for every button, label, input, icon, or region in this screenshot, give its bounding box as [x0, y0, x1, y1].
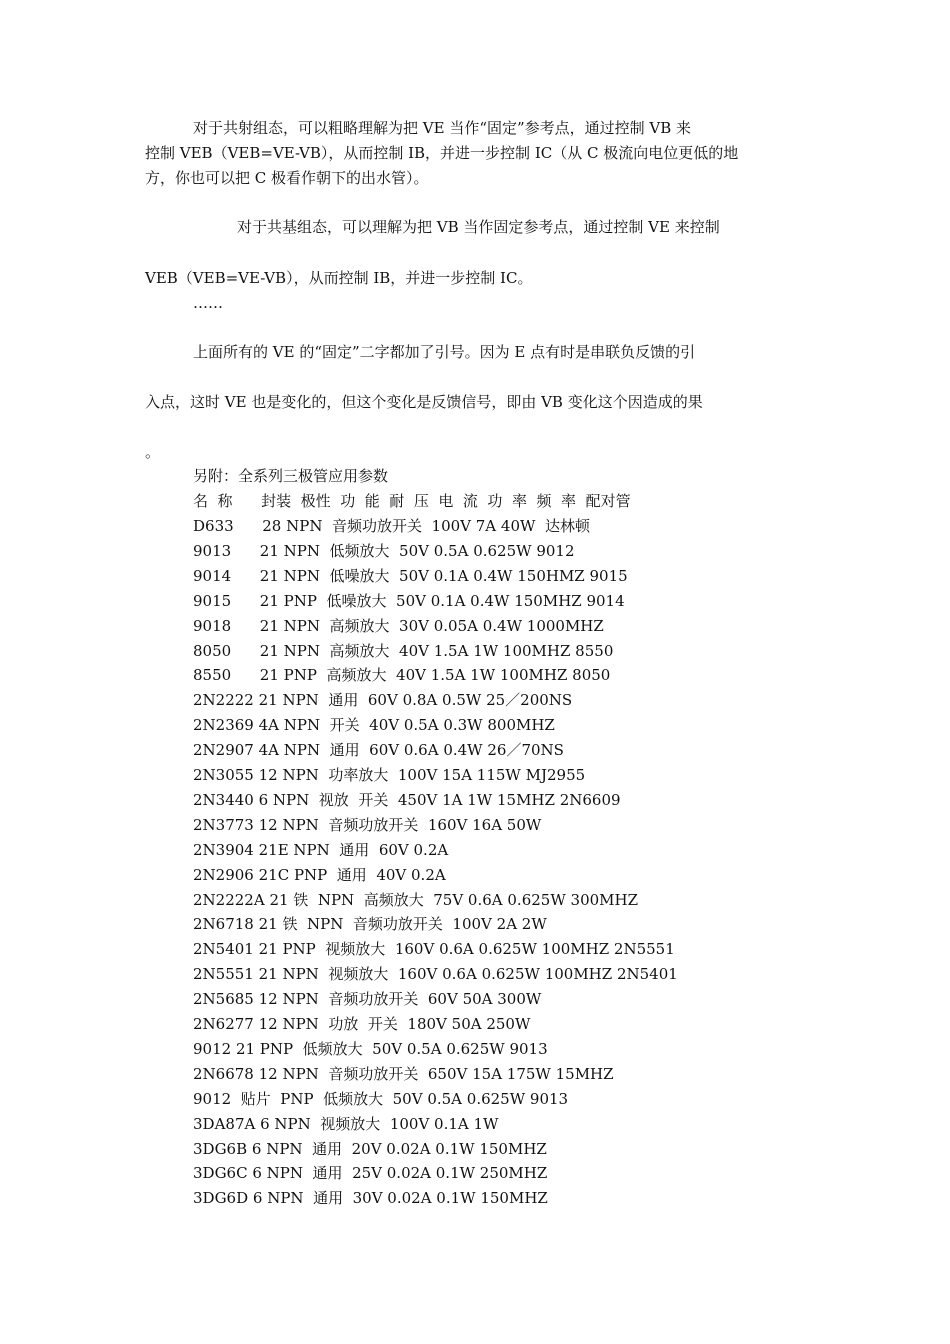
table-row: 9012 21 PNP 低频放大 50V 0.5A 0.625W 9013 [193, 1040, 548, 1058]
table-row: 2N3440 6 NPN 视放 开关 450V 1A 1W 15MHZ 2N6609 [193, 791, 621, 809]
table-row: 2N5685 12 NPN 音频功放开关 60V 50A 300W [193, 990, 542, 1008]
table-row: 3DG6D 6 NPN 通用 30V 0.02A 0.1W 150MHZ [193, 1189, 548, 1207]
table-row: 2N2906 21C PNP 通用 40V 0.2A [193, 866, 446, 884]
table-row: 2N2369 4A NPN 开关 40V 0.5A 0.3W 800MHZ [193, 716, 555, 734]
paragraph-1-line-1: 对于共射组态，可以粗略理解为把 VE 当作“固定”参考点，通过控制 VB 来 [193, 119, 692, 137]
table-row: 3DA87A 6 NPN 视频放大 100V 0.1A 1W [193, 1115, 499, 1133]
table-row: 2N6277 12 NPN 功放 开关 180V 50A 250W [193, 1015, 531, 1033]
table-row: 2N2222 21 NPN 通用 60V 0.8A 0.5W 25／200NS [193, 691, 573, 709]
appendix-title: 另附：全系列三极管应用参数 [193, 467, 389, 485]
table-row: 2N2222A 21 铁 NPN 高频放大 75V 0.6A 0.625W 300MHZ [193, 891, 639, 909]
table-row: 2N3055 12 NPN 功率放大 100V 15A 115W MJ2955 [193, 766, 586, 784]
table-row: 9014 21 NPN 低噪放大 50V 0.1A 0.4W 150HMZ 9015 [193, 567, 628, 585]
table-row: 2N3904 21E NPN 通用 60V 0.2A [193, 841, 449, 859]
table-row: D633 28 NPN 音频功放开关 100V 7A 40W 达林顿 [193, 517, 590, 535]
paragraph-2-line-2: VEB（VEB=VE-VB），从而控制 IB，并进一步控制 IC。 [145, 269, 533, 287]
table-row: 8050 21 NPN 高频放大 40V 1.5A 1W 100MHZ 8550 [193, 642, 614, 660]
paragraph-3-line-2: 入点，这时 VE 也是变化的，但这个变化是反馈信号，即由 VB 变化这个因造成的果 [145, 393, 703, 411]
paragraph-3-line-3: 。 [145, 443, 161, 461]
paragraph-2-line-1: 对于共基组态，可以理解为把 VB 当作固定参考点，通过控制 VE 来控制 [237, 218, 720, 236]
table-row: 2N2907 4A NPN 通用 60V 0.6A 0.4W 26／70NS [193, 741, 564, 759]
appendix-header: 名 称 封装 极性 功 能 耐 压 电 流 功 率 频 率 配对管 [193, 492, 631, 510]
paragraph-3-line-1: 上面所有的 VE 的“固定”二字都加了引号。因为 E 点有时是串联负反馈的引 [193, 343, 696, 361]
table-row: 9018 21 NPN 高频放大 30V 0.05A 0.4W 1000MHZ [193, 617, 604, 635]
paragraph-1-line-3: 方，你也可以把 C 极看作朝下的出水管）。 [145, 169, 429, 187]
paragraph-1-line-2: 控制 VEB（VEB=VE-VB），从而控制 IB，并进一步控制 IC（从 C 极流向电位更低的地 [145, 144, 739, 162]
table-row: 3DG6C 6 NPN 通用 25V 0.02A 0.1W 250MHZ [193, 1164, 548, 1182]
table-row: 9013 21 NPN 低频放大 50V 0.5A 0.625W 9012 [193, 542, 575, 560]
table-row: 2N5401 21 PNP 视频放大 160V 0.6A 0.625W 100MHZ 2N5551 [193, 940, 675, 958]
table-row: 3DG6B 6 NPN 通用 20V 0.02A 0.1W 150MHZ [193, 1140, 547, 1158]
table-row: 9012 贴片 PNP 低频放大 50V 0.5A 0.625W 9013 [193, 1090, 569, 1108]
table-row: 2N6678 12 NPN 音频功放开关 650V 15A 175W 15MHZ [193, 1065, 614, 1083]
ellipsis: …… [193, 294, 223, 312]
table-row: 2N3773 12 NPN 音频功放开关 160V 16A 50W [193, 816, 542, 834]
table-row: 2N5551 21 NPN 视频放大 160V 0.6A 0.625W 100MHZ 2N5401 [193, 965, 678, 983]
table-row: 8550 21 PNP 高频放大 40V 1.5A 1W 100MHZ 8050 [193, 666, 611, 684]
table-row: 2N6718 21 铁 NPN 音频功放开关 100V 2A 2W [193, 915, 547, 933]
table-row: 9015 21 PNP 低噪放大 50V 0.1A 0.4W 150MHZ 9014 [193, 592, 625, 610]
